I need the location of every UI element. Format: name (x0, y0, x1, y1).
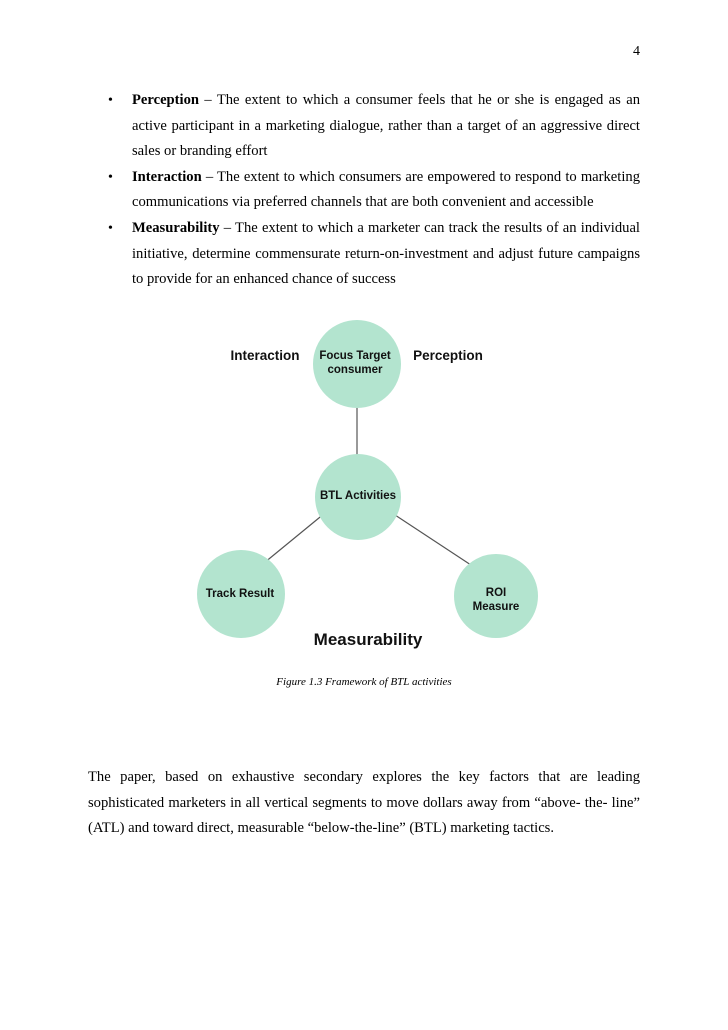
node-label-measure: Measure (472, 601, 520, 613)
btl-framework-diagram (0, 300, 728, 670)
connector-center-left (264, 513, 325, 563)
bullet-icon: • (108, 93, 113, 108)
bullet-term: Interaction (132, 168, 202, 185)
bullet-item-perception (96, 88, 640, 165)
figure-caption: Figure 1.3 Framework of BTL activities (276, 676, 452, 688)
bullet-item-interaction (96, 165, 640, 216)
bullet-list (96, 88, 640, 293)
node-label-consumer: consumer (327, 364, 383, 376)
bullet-text: – The extent to which consumers are empowered to respond to marketing communications via preferred channels that are both convenient and accessible (132, 168, 640, 211)
bullet-term: Measurability (132, 219, 220, 236)
body-paragraph: The paper, based on exhaustive secondary explores the key factors that are leading sophisticated marketers in all vertical segments to move dollars away from “above- the- line” (ATL) and toward direct, measurable “below-the-line” (BTL) marketing tactics. (88, 769, 640, 837)
bullet-term: Perception (132, 92, 200, 108)
bullet-icon: • (108, 220, 113, 236)
label-interaction: Interaction (230, 348, 300, 363)
node-label-btl-activities: BTL Activities (319, 490, 397, 502)
node-label-track-result: Track Result (205, 588, 275, 600)
connector-center-right (392, 513, 474, 567)
bullet-item-measurability (96, 216, 640, 293)
label-perception: Perception (413, 348, 483, 363)
bullet-text: – The extent to which a consumer feels that he or she is engaged as an active participant in a marketing dialogue, rather than a target of an aggressive direct sales or branding effort (132, 92, 640, 160)
node-label-roi: ROI (485, 587, 507, 599)
label-measurability: Measurability (313, 630, 423, 649)
node-label-focus-target: Focus Target (319, 350, 391, 362)
page-number: 4 (633, 44, 640, 59)
bullet-icon: • (108, 169, 113, 185)
bullet-text: – The extent to which a marketer can track the results of an individual initiative, determine commensurate return-on-investment and adjust future campaigns to provide for an enhanced chance of success (132, 219, 640, 288)
